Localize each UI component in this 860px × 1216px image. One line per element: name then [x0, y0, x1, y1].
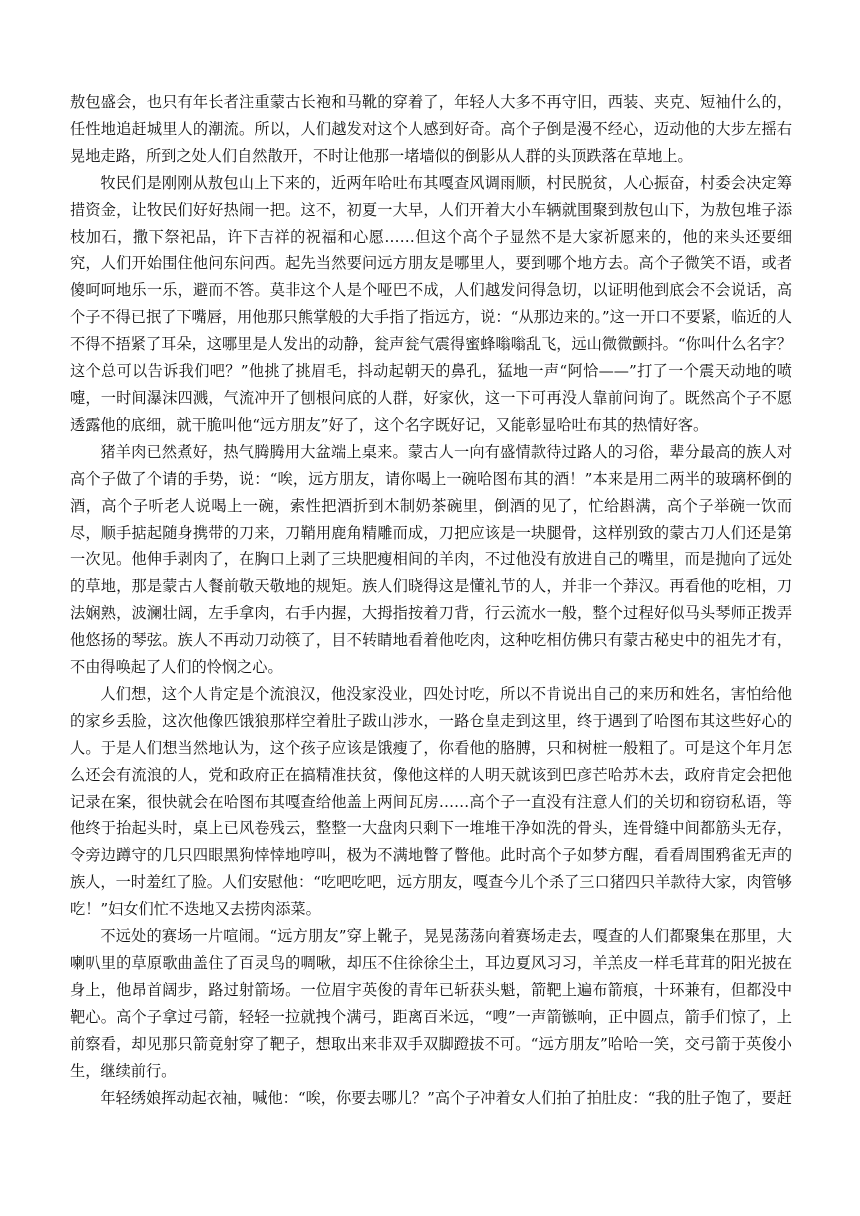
paragraph-continued: 敖包盛会，也只有年长者注重蒙古长袍和马靴的穿着了，年轻人大多不再守旧，西装、夹克、短袖什么的，任性地追赶城里人的潮流。所以，人们越发对这个人感到好奇。高个子倒是漫不经心，迈动他的大步左摇右晃地走路，所到之处人们自然散开，不时让他那一堵墙似的倒影从人群的头顶跌落在草地上。: [70, 93, 792, 165]
paragraph: 猪羊肉已然煮好，热气腾腾用大盆端上桌来。蒙古人一向有盛情款待过路人的习俗，辈分最高的族人对高个子做了个请的手势，说：“唉，远方朋友，请你喝上一碗哈图布其的酒！”本来是用二两半的玻璃杯倒的酒，高个子听老人说喝上一碗，索性把酒折到木制奶茶碗里，倒酒的见了，忙给斟满，高个子举碗一饮而尽，顺手掂起随身携带的刀来，刀鞘用鹿角精雕而成，刀把应该是一块腿骨，这样别致的蒙古刀人们还是第一次见。他伸手剥肉了，在胸口上剥了三块肥瘦相间的羊肉，不过他没有放进自己的嘴里，而是抛向了远处的草地，那是蒙古人餐前敬天敬地的规矩。族人们晓得这是懂礼节的人，并非一个莽汉。再看他的吃相，刀法娴熟，波澜壮阔，左手拿肉，右手内握，大拇指按着刀背，行云流水一般，整个过程好似马头琴师正拨弄他悠扬的琴弦。族人不再动刀动筷了，目不转睛地看着他吃肉，这种吃相仿佛只有蒙古秘史中的祖先才有，不由得唤起了人们的怜悯之心。: [70, 442, 792, 677]
paragraph: 牧民们是刚刚从敖包山上下来的，近两年哈吐布其嘎查风调雨顺，村民脱贫，人心振奋，村委会决定筹措资金，让牧民们好好热闹一把。这不，初夏一大早，人们开着大小车辆就围聚到敖包山下，为敖包堆子添枝加石，撒下祭祀品，许下吉祥的祝福和心愿……但这个高个子显然不是大家祈愿来的，他的来头还要细究，人们开始围住他问东问西。起先当然要问远方朋友是哪里人，要到哪个地方去。高个子微笑不语，或者傻呵呵地乐一乐，避而不答。莫非这个人是个哑巴不成，人们越发问得急切，以证明他到底会不会说话，高个子不得已抿了下嘴唇，用他那只熊掌般的大手指了指远方，说：“从那边来的。”这一开口不要紧，临近的人不得不捂紧了耳朵，这哪里是人发出的动静，瓮声瓮气震得蜜蜂嗡嗡乱飞，远山微微颤抖。“你叫什么名字？这个总可以告诉我们吧？”他挑了挑眉毛，抖动起朝天的鼻孔，猛地一声“阿恰——”打了一个震天动地的喷嚏，一时间瀑沫四溅，气流冲开了刨根问底的人群，好家伙，这一下可再没人靠前问询了。既然高个子不愿透露他的底细，就干脆叫他“远方朋友”好了，这个名字既好记，又能彰显哈吐布其的热情好客。: [70, 173, 792, 434]
paragraph: 不远处的赛场一片喧闹。“远方朋友”穿上靴子，晃晃荡荡向着赛场走去，嘎查的人们都聚集在那里，大喇叭里的草原歌曲盖住了百灵鸟的啁啾，却压不住徐徐尘土，耳边夏风习习，羊羔皮一样毛茸茸的阳光披在身上，他昂首阔步，路过射箭场。一位眉宇英俊的青年已斩获头魁，箭靶上遍布箭痕，十环兼有，但都没中靶心。高个子拿过弓箭，轻轻一拉就拽个满弓，距离百米远，“嗖”一声箭镞响，正中圆点，箭手们惊了，上前察看，却见那只箭竟射穿了靶子，想取出来非双手双脚蹬拔不可。“远方朋友”哈哈一笑，交弓箭于英俊小生，继续前行。: [70, 927, 792, 1080]
document-body: [70, 89, 792, 1111]
paragraph-truncated: 年轻绣娘挥动起衣袖，喊他：“唉，你要去哪儿？”高个子冲着女人们拍了拍肚皮：“我的肚子饱了，要赶: [100, 1088, 792, 1107]
paragraph: 人们想，这个人肯定是个流浪汉，他没家没业，四处讨吃，所以不肯说出自己的来历和姓名，害怕给他的家乡丢脸，这次他像匹饿狼那样空着肚子跋山涉水，一路仓皇走到这里，终于遇到了哈图布其这些好心的人。于是人们想当然地认为，这个孩子应该是饿瘦了，你看他的胳膊，只和树桩一般粗了。可是这个年月怎么还会有流浪的人，党和政府正在搞精准扶贫，像他这样的人明天就该到巴彦芒哈苏木去，政府肯定会把他记录在案，很快就会在哈图布其嘎查给他盖上两间瓦房……高个子一直没有注意人们的关切和窃窃私语，等他终于抬起头时，桌上已风卷残云，整整一大盘肉只剩下一堆堆干净如洗的骨头，连骨缝中间都筋头无存，令旁边蹲守的几只四眼黑狗悻悻地哼叫，极为不满地瞥了瞥他。此时高个子如梦方醒，看看周围鸦雀无声的族人，一时羞红了脸。人们安慰他：“吃吧吃吧，远方朋友，嘎查今儿个杀了三口猪四只羊款待大家，肉管够吃！”妇女们忙不迭地又去捞肉添菜。: [70, 684, 792, 919]
